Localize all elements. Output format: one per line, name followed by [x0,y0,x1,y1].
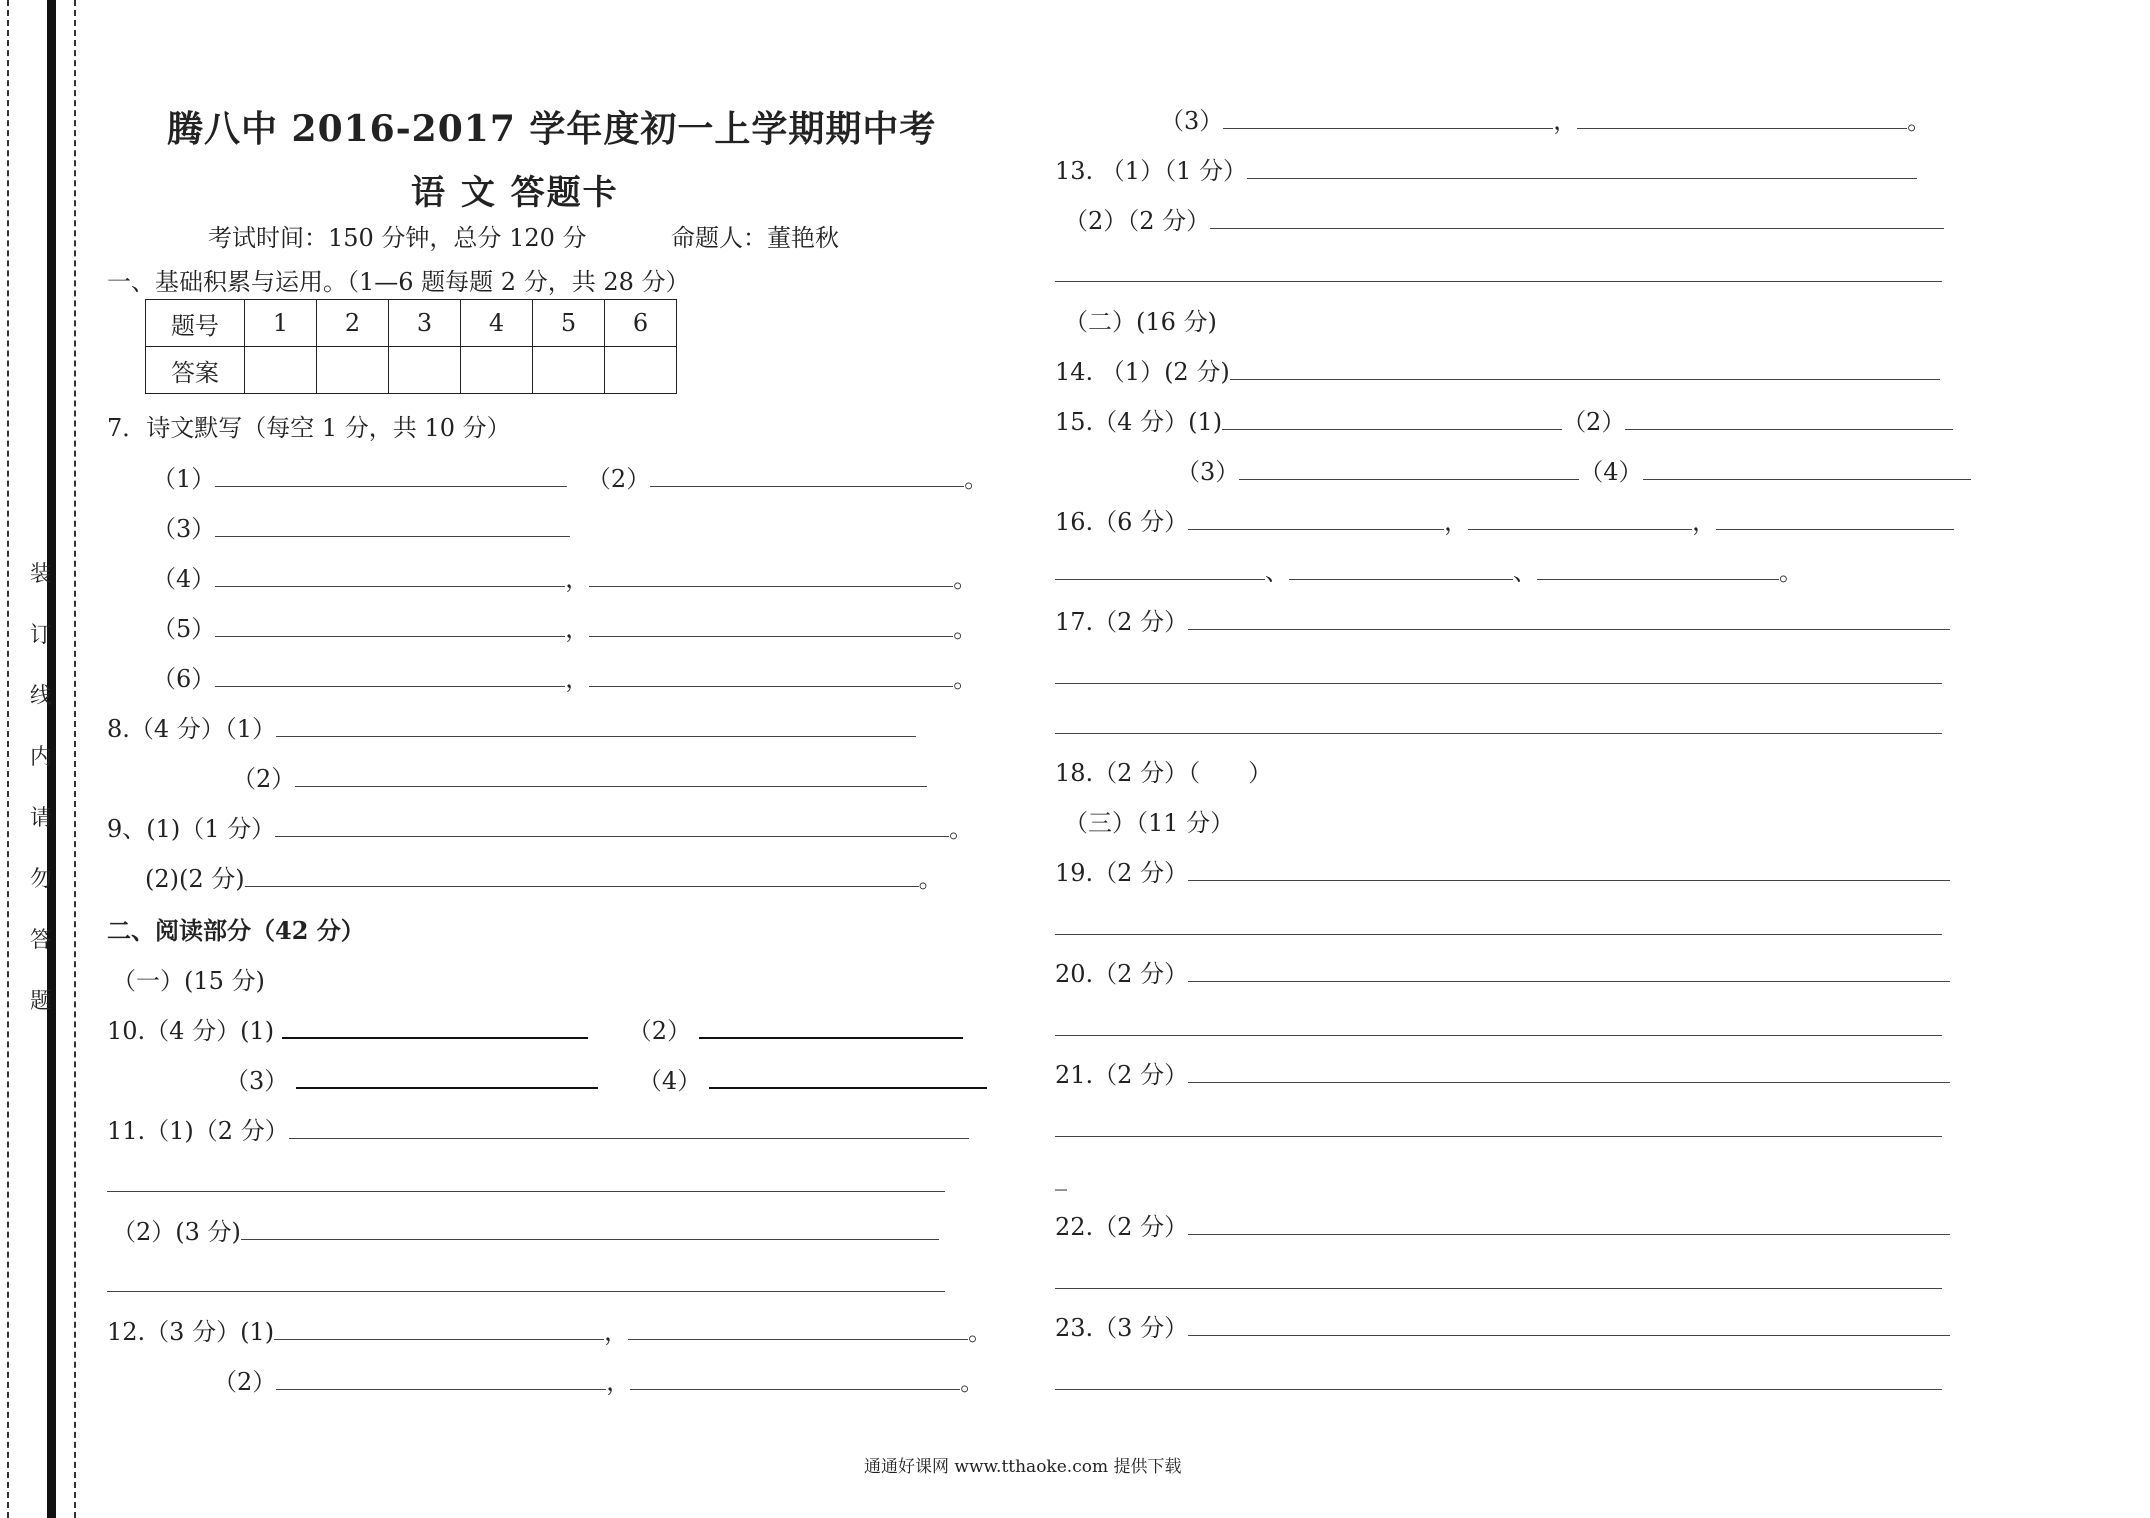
period: 。 [964,465,989,493]
q15-sub2-label: （2） [1562,408,1626,436]
answer-cell[interactable] [533,347,605,394]
q17-line [1055,608,1950,636]
q17-label: 17.（2 分） [1055,608,1189,636]
q15-blank[interactable] [1643,459,1971,480]
q12-blank[interactable] [630,1369,960,1390]
table-cell-number: 4 [461,300,533,347]
q13-line-1 [1055,157,1917,185]
q20-blank[interactable] [1188,961,1950,982]
period: 。 [960,1368,985,1396]
q11-line-2 [112,1218,939,1246]
q11-answer-line[interactable] [107,1191,945,1192]
q16-blank[interactable] [1289,559,1513,580]
q9-line-2 [145,865,943,893]
q7-line-5 [152,615,977,643]
q11-blank[interactable] [241,1219,939,1240]
table-cell-number: 1 [245,300,317,347]
period: 。 [968,1318,993,1346]
q7-label: 7．诗文默写（每空 1 分，共 10 分） [107,414,511,442]
q7-item-4-label: （4） [152,565,216,593]
binding-dashed-line-inner [74,0,76,1518]
q16-blank[interactable] [1188,509,1444,530]
q7-item-6-label: （6） [152,665,216,693]
q7-blank[interactable] [215,516,570,537]
q7-line-1 [152,465,988,493]
q12-label: 12.（3 分）(1) [107,1318,275,1346]
q15-label: 15.（4 分）(1) [1055,408,1223,436]
q12-3-line [1160,107,1931,135]
q20-answer-line[interactable] [1055,1035,1942,1036]
q21-line [1055,1061,1950,1089]
q15-blank[interactable] [1625,409,1953,430]
part3-heading: （三）（11 分） [1064,809,1235,837]
comma: ， [565,565,590,593]
q15-sub4-label: （4） [1579,458,1643,486]
period: 。 [949,815,974,843]
choice-answer-table [145,299,677,394]
q7-blank[interactable] [589,616,953,637]
q9-sub2-label: (2)(2 分) [145,865,245,893]
q9-label: 9、(1)（1 分） [107,815,276,843]
q7-line-3 [152,515,570,543]
binding-char: 订 [29,623,52,648]
q13-sub2-label: （2）（2 分） [1064,207,1211,235]
comma: ， [1553,107,1578,135]
q10-sub4-label: （4） [637,1067,702,1095]
q22-line [1055,1213,1950,1241]
answer-cell[interactable] [245,347,317,394]
page-subtitle: 语 文 答题卡 [411,173,619,213]
q17-answer-line[interactable] [1055,683,1942,684]
q13-label: 13. （1）（1 分） [1055,157,1247,185]
q22-label: 22.（2 分） [1055,1213,1189,1241]
q10-sub2-label: （2） [627,1017,691,1045]
q12-blank[interactable] [276,1369,606,1390]
stray-underscore: _ [1055,1163,1067,1191]
q15-sub3-label: （3） [1176,458,1240,486]
q7-item-3-label: （3） [152,515,216,543]
q23-label: 23.（3 分） [1055,1314,1189,1342]
table-header-answer: 答案 [146,347,245,394]
q7-blank[interactable] [215,566,565,587]
q10-sub3-label: （3） [225,1067,289,1095]
q12-sub2-label: （2） [213,1368,277,1396]
q9-blank[interactable] [275,816,949,837]
q10-blank[interactable] [699,1017,963,1039]
q20-line [1055,960,1950,988]
q23-blank[interactable] [1188,1315,1950,1336]
q20-label: 20.（2 分） [1055,960,1189,988]
comma: ， [565,615,590,643]
q9-blank[interactable] [245,866,919,887]
binding-dashed-line-outer [7,0,9,1518]
q16-blank[interactable] [1537,559,1779,580]
q10-label: 10.（4 分）(1) [107,1017,275,1045]
dun-mark: 、 [1513,558,1537,586]
answer-cell[interactable] [605,347,677,394]
q13-answer-line[interactable] [1055,281,1942,282]
q12-line-1 [107,1318,992,1346]
binding-char: 答 [29,928,52,953]
q18-label: 18.（2 分）（ ） [1055,759,1273,787]
q21-blank[interactable] [1188,1062,1950,1083]
q16-blank[interactable] [1055,559,1265,580]
page-title: 腾八中 2016-2017 学年度初一上学期期中考 [167,108,937,150]
q8-blank[interactable] [295,766,927,787]
footer-source: 通通好课网 www.tthaoke.com 提供下载 [864,1457,1182,1477]
q15-blank[interactable] [1222,409,1562,430]
q10-blank[interactable] [709,1067,987,1089]
binding-char: 题 [29,989,52,1014]
q19-label: 19.（2 分） [1055,859,1189,887]
q19-answer-line[interactable] [1055,934,1942,935]
q13-blank[interactable] [1247,158,1917,179]
q15-line-1 [1055,408,1953,436]
part2-heading: （二）(16 分) [1064,308,1217,336]
period: 。 [918,865,943,893]
q14-blank[interactable] [1230,359,1940,380]
comma: ， [606,1368,631,1396]
section2-heading: 二、阅读部分（42 分） [107,916,365,945]
exam-time: 考试时间：150 分钟，总分 120 分 [208,224,587,252]
table-cell-number: 2 [317,300,389,347]
q16-blank[interactable] [1716,509,1954,530]
binding-char: 请 [29,806,52,831]
comma: ， [565,665,590,693]
answer-cell[interactable] [317,347,389,394]
answer-cell[interactable] [461,347,533,394]
q21-answer-line[interactable] [1055,1136,1942,1137]
q14-label: 14. （1）(2 分) [1055,358,1230,386]
q17-answer-line[interactable] [1055,733,1942,734]
q10-line-2 [225,1067,987,1095]
section1-heading: 一、基础积累与运用。（1—6 题每题 2 分，共 28 分） [107,268,690,296]
q8-blank[interactable] [276,716,916,737]
q10-line-1 [107,1017,963,1045]
q21-label: 21.（2 分） [1055,1061,1189,1089]
q15-blank[interactable] [1239,459,1579,480]
q16-line-2 [1055,558,1803,586]
binding-char: 装 [29,562,52,587]
q11-blank[interactable] [289,1118,969,1139]
q17-blank[interactable] [1188,609,1950,630]
q13-blank[interactable] [1210,208,1944,229]
dun-mark: 、 [1265,558,1289,586]
comma: ， [604,1318,629,1346]
q7-item-1-label: （1） [152,465,216,493]
part1-heading: （一）(15 分) [112,967,265,995]
q19-line [1055,859,1950,887]
q16-line-1 [1055,508,1954,536]
q16-blank[interactable] [1468,509,1692,530]
period: 。 [953,565,978,593]
comma: ， [1692,508,1717,536]
q12-line-2 [213,1368,984,1396]
q7-blank[interactable] [215,616,565,637]
exam-author: 命题人：董艳秋 [671,224,839,252]
period: 。 [1907,107,1932,135]
q11-label: 11.（1)（2 分） [107,1117,289,1145]
q7-line-6 [152,665,977,693]
q23-answer-line[interactable] [1055,1389,1942,1390]
comma: ， [1444,508,1469,536]
period: 。 [953,665,978,693]
q7-blank[interactable] [215,666,565,687]
q19-blank[interactable] [1188,860,1950,881]
table-header-number: 题号 [146,300,245,347]
q12-blank[interactable] [1577,108,1907,129]
q23-line [1055,1314,1950,1342]
q7-item-5-label: （5） [152,615,216,643]
table-cell-number: 3 [389,300,461,347]
q14-line [1055,358,1940,386]
q12-sub3-label: （3） [1160,107,1224,135]
q15-line-2 [1176,458,1971,486]
q8-label: 8.（4 分）（1） [107,715,277,743]
q10-blank[interactable] [296,1067,598,1089]
q13-line-2 [1064,207,1944,235]
period: 。 [953,615,978,643]
q16-label: 16.（6 分） [1055,508,1189,536]
q7-blank[interactable] [589,666,953,687]
q8-line-2 [232,765,927,793]
q8-sub2-label: （2） [232,765,296,793]
q8-line-1 [107,715,916,743]
q7-line-4 [152,565,977,593]
table-cell-number: 5 [533,300,605,347]
binding-char: 线 [29,684,52,709]
q12-blank[interactable] [628,1319,968,1340]
q22-answer-line[interactable] [1055,1288,1942,1289]
period: 。 [1779,558,1803,586]
q7-blank[interactable] [650,466,964,487]
q11-sub2-label: （2）(3 分) [112,1218,241,1246]
answer-cell[interactable] [389,347,461,394]
q7-item-2-label: （2） [586,465,651,493]
q7-blank[interactable] [589,566,953,587]
q12-blank[interactable] [1223,108,1553,129]
q22-blank[interactable] [1188,1214,1950,1235]
q12-blank[interactable] [274,1319,604,1340]
table-cell-number: 6 [605,300,677,347]
binding-char: 内 [29,745,52,770]
binding-char: 勿 [29,867,52,892]
binding-margin-notice [26,560,56,1048]
q11-answer-line[interactable] [107,1291,945,1292]
q11-line-1 [107,1117,969,1145]
q7-blank[interactable] [215,466,567,487]
q10-blank[interactable] [282,1017,588,1039]
q9-line-1 [107,815,973,843]
